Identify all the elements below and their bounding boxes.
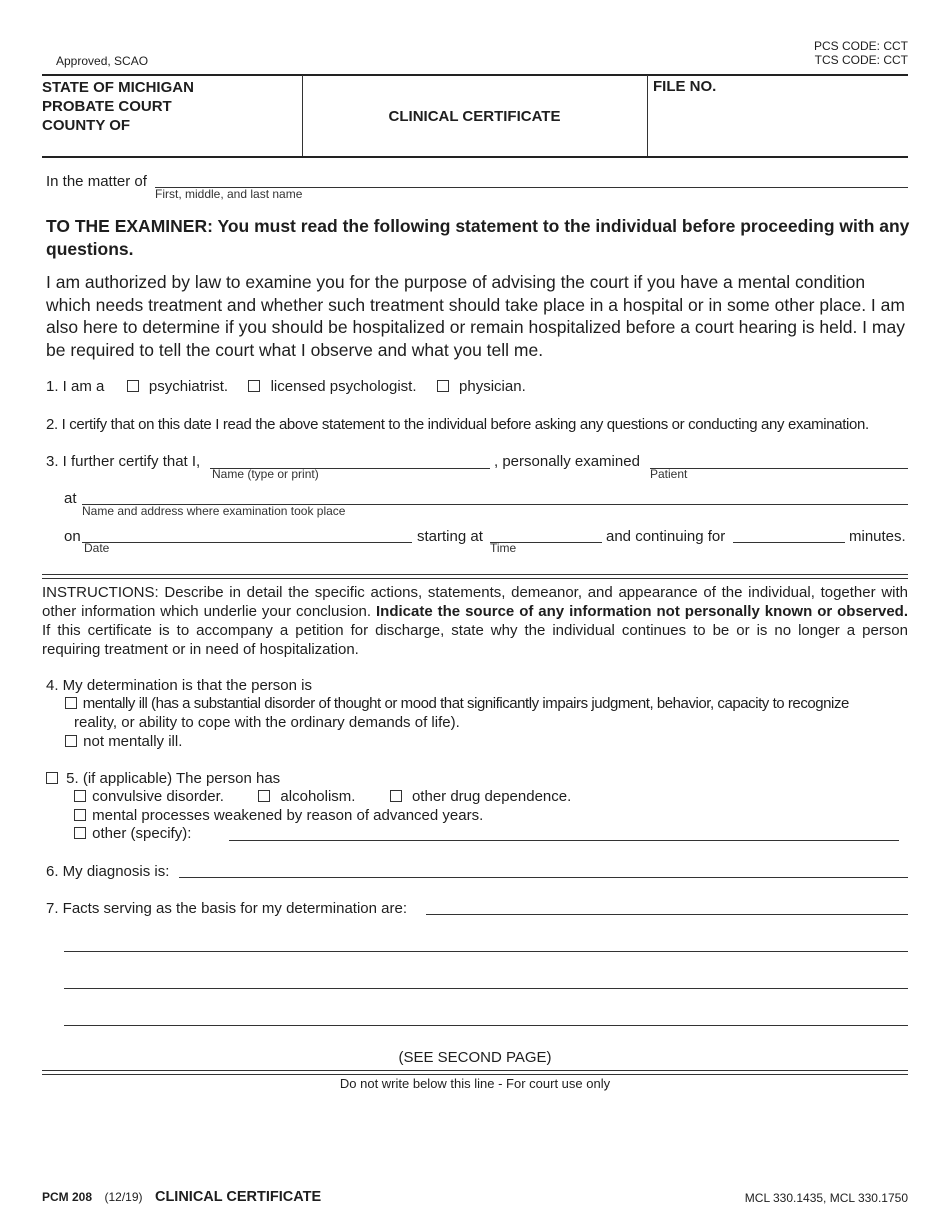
examiner-notice: TO THE EXAMINER: You must read the following statement to the individual before proceeding with any questions. xyxy=(46,216,910,259)
court-use-rule-2 xyxy=(42,1074,908,1075)
item3-prefix: 3. I further certify that I, xyxy=(46,453,201,470)
see-second-page: (SEE SECOND PAGE) xyxy=(398,1049,552,1066)
state-label: STATE OF MICHIGAN xyxy=(42,79,194,96)
other-label: other (specify): xyxy=(92,825,192,842)
time-caption: Time xyxy=(490,541,517,555)
court-use-label: Do not write below this line - For court use only xyxy=(339,1076,611,1091)
mental-processes-label: mental processes weakened by reason of advanced years. xyxy=(92,807,484,824)
footer-statute: MCL 330.1435, MCL 330.1750 xyxy=(744,1191,908,1205)
patient-field[interactable] xyxy=(650,468,908,469)
convulsive-checkbox[interactable] xyxy=(74,790,86,802)
item7-label: 7. Facts serving as the basis for my determination are: xyxy=(46,900,407,917)
footer-title: CLINICAL CERTIFICATE xyxy=(154,1189,322,1205)
not-mentally-ill-label: not mentally ill. xyxy=(83,733,183,750)
item4-label: 4. My determination is that the person is xyxy=(46,677,312,694)
form-title: CLINICAL CERTIFICATE xyxy=(388,108,561,125)
other-checkbox[interactable] xyxy=(74,827,86,839)
item2-text: 2. I certify that on this date I read the above statement to the individual before asking any questions or conducting any examination. xyxy=(46,416,869,433)
examined-label: , personally examined xyxy=(494,453,640,470)
instructions-rule-2 xyxy=(42,578,908,579)
tcs-code: TCS CODE: CCT xyxy=(814,53,908,67)
minutes-field[interactable] xyxy=(733,542,845,543)
instructions-rule-1 xyxy=(42,574,908,575)
date-caption: Date xyxy=(84,541,110,555)
continuing-label: and continuing for xyxy=(606,528,726,545)
physician-label: physician. xyxy=(459,378,526,395)
psychologist-checkbox[interactable] xyxy=(248,380,260,392)
item5-row xyxy=(46,770,280,787)
approved-label: Approved, SCAO xyxy=(56,54,149,68)
psychologist-label: licensed psychologist. xyxy=(270,378,417,395)
minutes-label: minutes. xyxy=(849,528,906,545)
form-revision: (12/19) xyxy=(104,1190,143,1204)
form-number: PCM 208 xyxy=(42,1190,93,1204)
mental-processes-row xyxy=(74,807,483,824)
instructions-bold: Indicate the source of any information not personally known or observed. xyxy=(376,603,908,620)
diagnosis-field[interactable] xyxy=(179,877,908,878)
item5-label: 5. (if applicable) The person has xyxy=(66,770,281,787)
alcoholism-checkbox[interactable] xyxy=(258,790,270,802)
mentally-ill-row xyxy=(65,695,849,712)
examiner-name-caption: Name (type or print) xyxy=(212,467,319,481)
mentally-ill-checkbox[interactable] xyxy=(65,697,77,709)
matter-caption: First, middle, and last name xyxy=(155,187,303,201)
matter-label: In the matter of xyxy=(46,173,147,190)
convulsive-label: convulsive disorder. xyxy=(92,788,224,805)
alcoholism-label: alcoholism. xyxy=(280,788,356,805)
footer-left xyxy=(42,1188,321,1206)
mental-processes-checkbox[interactable] xyxy=(74,809,86,821)
facts-field-2[interactable] xyxy=(64,951,908,952)
date-field[interactable] xyxy=(82,542,412,543)
not-mentally-ill-checkbox[interactable] xyxy=(65,735,77,747)
mentally-ill-line2: reality, or ability to cope with the ordinary demands of life). xyxy=(74,714,460,731)
court-use-rule-1 xyxy=(42,1070,908,1071)
county-label: COUNTY OF xyxy=(42,117,131,134)
starting-at-label: starting at xyxy=(417,528,483,545)
not-ill-row xyxy=(65,733,182,750)
facts-field-1[interactable] xyxy=(426,914,908,915)
item1-row xyxy=(46,378,526,395)
instructions-text xyxy=(42,583,908,659)
item5-checkbox[interactable] xyxy=(46,772,58,784)
patient-caption: Patient xyxy=(650,467,688,481)
pcs-code: PCS CODE: CCT xyxy=(813,39,908,53)
code-block xyxy=(814,39,908,67)
location-caption: Name and address where examination took place xyxy=(82,504,346,518)
item1-prefix: 1. I am a xyxy=(46,378,105,395)
at-label: at xyxy=(64,490,77,507)
header-divider-2 xyxy=(647,75,648,156)
facts-field-4[interactable] xyxy=(64,1025,908,1026)
header-top-rule xyxy=(42,74,908,76)
instructions-part2: If this certificate is to accompany a petition for discharge, state why the individual continues to be or is no longer a person requiring treatment or in need of hospitalization. xyxy=(42,622,908,658)
other-row xyxy=(74,825,191,842)
item6-label: 6. My diagnosis is: xyxy=(46,863,170,880)
psychiatrist-checkbox[interactable] xyxy=(127,380,139,392)
facts-field-3[interactable] xyxy=(64,988,908,989)
other-specify-field[interactable] xyxy=(229,840,899,841)
header-bottom-rule xyxy=(42,156,908,158)
physician-checkbox[interactable] xyxy=(437,380,449,392)
psychiatrist-label: psychiatrist. xyxy=(148,378,229,395)
drug-label: other drug dependence. xyxy=(411,788,572,805)
drug-checkbox[interactable] xyxy=(390,790,402,802)
statement-text: I am authorized by law to examine you for the purpose of advising the court if you have a mental condition which needs treatment and whether such treatment should take place in a hospital or in some other place. I am also here to determine if you should be hospitalized or remain hospitalized before a court hearing is held. I may be required to tell the court what I observe and what you tell me. xyxy=(46,272,905,360)
on-label: on xyxy=(64,528,81,545)
mentally-ill-label: mentally ill (has a substantial disorder of thought or mood that significantly impairs judgment, behavior, capacity to recognize xyxy=(82,695,849,712)
file-no-label: FILE NO. xyxy=(653,78,717,95)
instructions-part1: INSTRUCTIONS: Describe in detail the specific actions, statements, demeanor, and appearance of the individual, together with other information which underlie your conclusion. xyxy=(42,584,908,620)
court-label: PROBATE COURT xyxy=(42,98,172,115)
item5-options-row xyxy=(74,788,571,805)
court-block xyxy=(42,78,194,135)
